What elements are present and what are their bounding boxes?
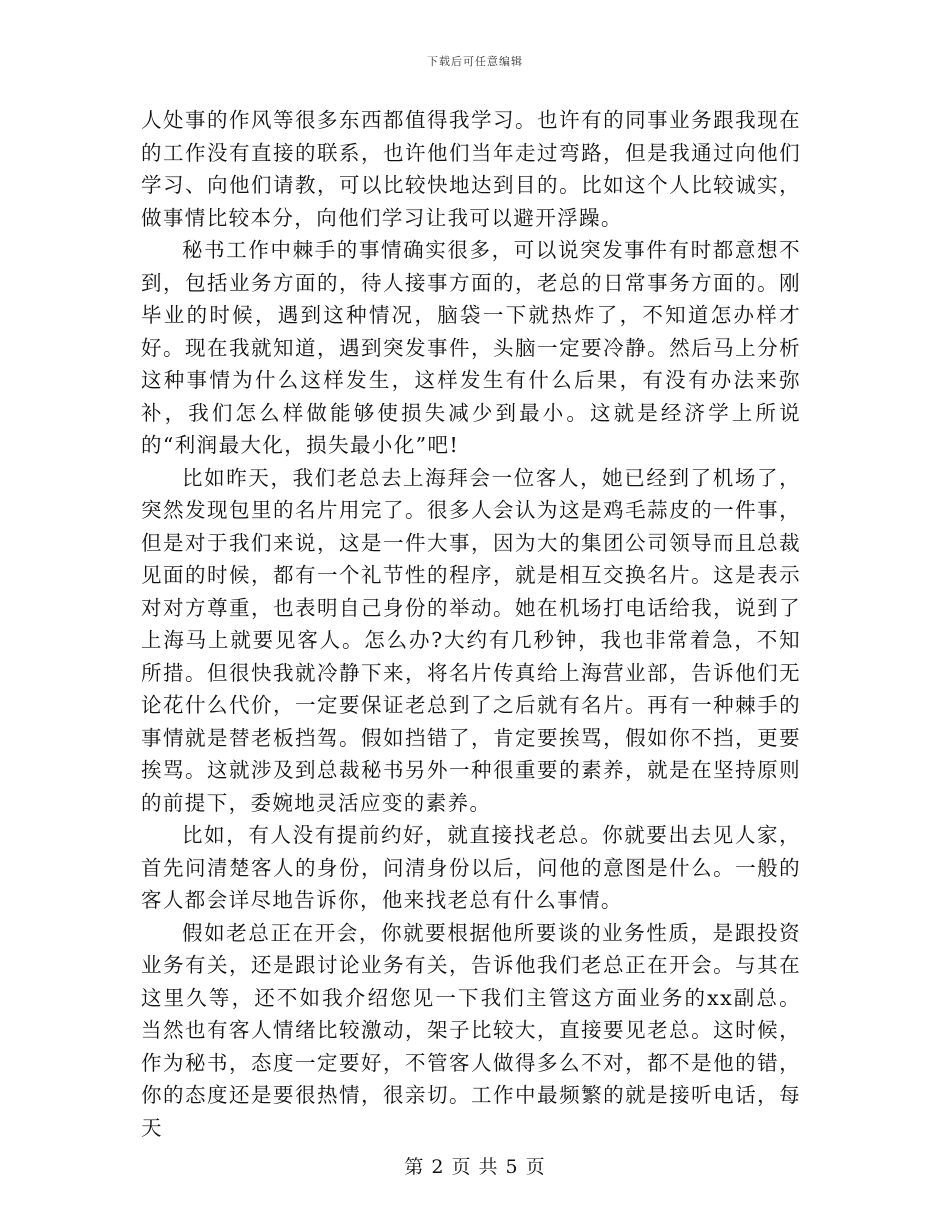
paragraph: 秘书工作中棘手的事情确实很多，可以说突发事件有时都意想不到，包括业务方面的，待人接事方面的，老总的日常事务方面的。刚毕业的时候，遇到这种情况，脑袋一下就热炸了，不知道怎办样才好。现在我就知道，遇到突发事件，头脑一定要冷静。然后马上分析这种事情为什么这样发生，这样发生有什么后果，有没有办法来弥补，我们怎么样做能够使损失减少到最小。这就是经济学上所说的“利润最大化，损失最小化”吧!	[141, 238, 801, 457]
paragraph: 人处事的作风等很多东西都值得我学习。也许有的同事业务跟我现在的工作没有直接的联系，也许他们当年走过弯路，但是我通过向他们学习、向他们请教，可以比较快地达到目的。比如这个人比较诚实，做事情比较本分，向他们学习让我可以避开浮躁。	[141, 108, 801, 230]
paragraph: 假如老总正在开会，你就要根据他所要谈的业务性质，是跟投资业务有关，还是跟讨论业务有关，告诉他我们老总正在开会。与其在这里久等，还不如我介绍您见一下我们主管这方面业务的xx副总。当然也有客人情绪比较激动，架子比较大，直接要见老总。这时候，作为秘书，态度一定要好，不管客人做得多么不对，都不是他的错，你的态度还是要很热情，很亲切。工作中最频繁的就是接听电话，每天	[141, 920, 801, 1140]
paragraph: 比如，有人没有提前约好，就直接找老总。你就要出去见人家，首先问清楚客人的身份，问清身份以后，问他的意图是什么。一般的客人都会详尽地告诉你，他来找老总有什么事情。	[141, 823, 801, 912]
document-body	[141, 104, 801, 1144]
paragraph: 比如昨天，我们老总去上海拜会一位客人，她已经到了机场了，突然发现包里的名片用完了。很多人会认为这是鸡毛蒜皮的一件事，但是对于我们来说，这是一件大事，因为大的集团公司领导而且总裁见面的时候，都有一个礼节性的程序，就是相互交换名片。这是表示对对方尊重，也表明自己身份的举动。她在机场打电话给我，说到了上海马上就要见客人。怎么办?大约有几秒钟，我也非常着急，不知所措。但很快我就冷静下来，将名片传真给上海营业部，告诉他们无论花什么代价，一定要保证老总到了之后就有名片。再有一种棘手的事情就是替老板挡驾。假如挡错了，肯定要挨骂，假如你不挡，更要挨骂。这就涉及到总裁秘书另外一种很重要的素养，就是在坚持原则的前提下，委婉地灵活应变的素养。	[141, 465, 801, 815]
page-number-footer: 第 2 页 共 5 页	[404, 1156, 546, 1178]
page-header: 下载后可任意编辑	[427, 55, 523, 68]
